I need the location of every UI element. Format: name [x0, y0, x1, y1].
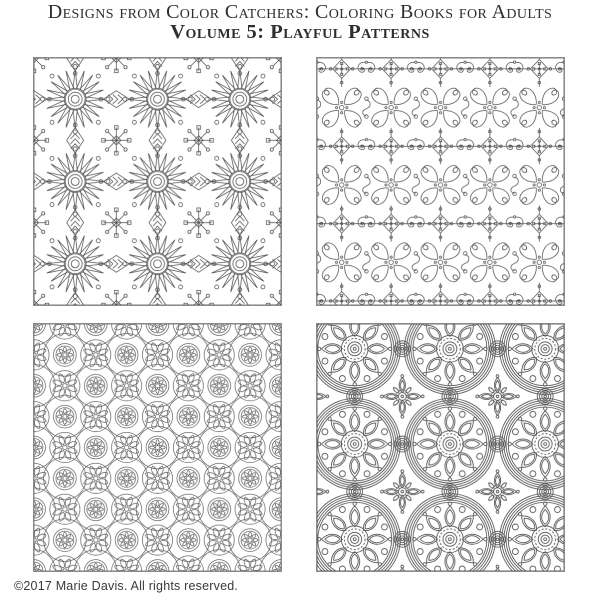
flower-medallion-circles-pattern-image — [317, 324, 564, 571]
series-title: Designs from Color Catchers: Coloring Books for Adults — [47, 1, 553, 23]
scrollwork-bands-pattern-image — [317, 58, 564, 305]
book-title — [0, 3, 600, 41]
daisy-burst-pattern-image — [34, 58, 281, 305]
volume-title: Volume 5: Playful Patterns — [170, 21, 430, 43]
pattern-sample-flower-medallion-circles — [316, 323, 565, 572]
pattern-sample-daisy-burst — [33, 57, 282, 306]
pattern-sample-leaf-rosette-lattice — [33, 323, 282, 572]
pattern-sample-scrollwork-bands — [316, 57, 565, 306]
leaf-rosette-lattice-pattern-image — [34, 324, 281, 571]
pattern-gallery — [33, 57, 565, 572]
copyright-notice: ©2017 Marie Davis. All rights reserved. — [14, 579, 239, 593]
